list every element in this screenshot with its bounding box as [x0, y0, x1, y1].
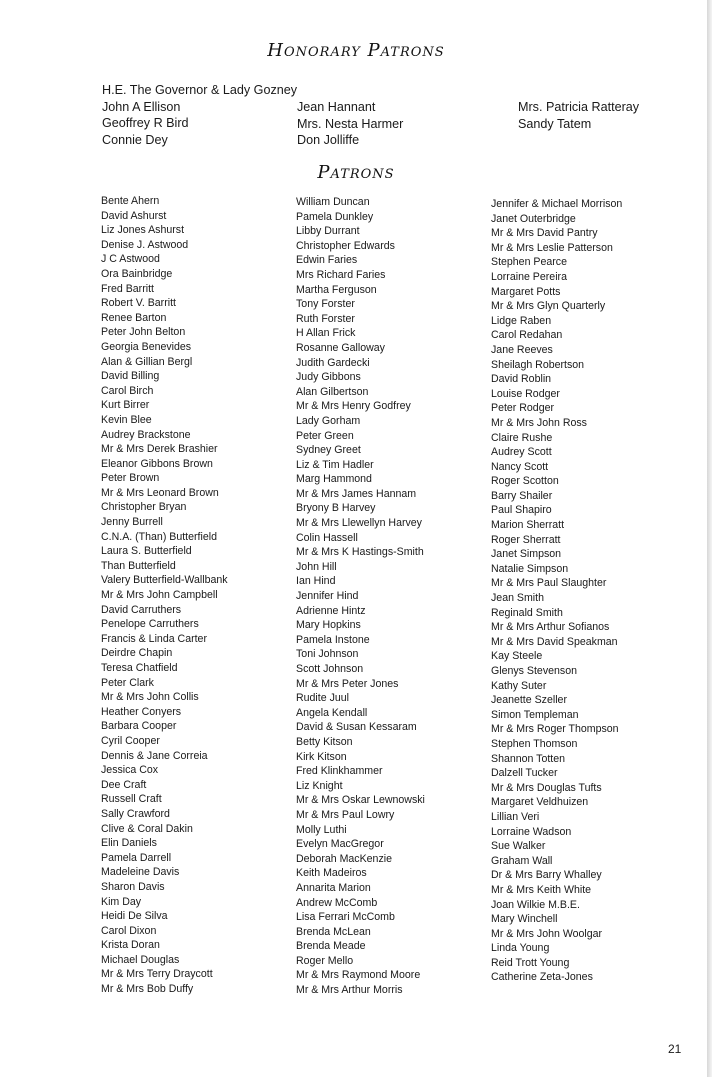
patron-name: Kurt Birrer [101, 399, 150, 412]
patron-name: Clive & Coral Dakin [101, 822, 193, 835]
patron-name: Linda Young [491, 942, 550, 955]
patron-name: Kirk Kitson [296, 750, 347, 763]
patron-name: Bryony B Harvey [296, 502, 376, 515]
patron-name: Roger Scotton [491, 475, 559, 488]
patron-name: Dee Craft [101, 778, 147, 791]
patron-name: Barry Shailer [491, 489, 553, 502]
patron-name: Rudite Juul [296, 692, 349, 705]
patron-name: Kim Day [101, 895, 142, 908]
patron-name: Toni Johnson [296, 648, 359, 661]
patron-name: H Allan Frick [296, 327, 356, 340]
patron-name: Mr & Mrs Henry Godfrey [296, 400, 411, 413]
patron-name: Lady Gorham [296, 414, 361, 427]
patron-name: Sally Crawford [101, 807, 170, 820]
patron-name: Margaret Potts [491, 285, 561, 298]
patron-name: Claire Rushe [491, 431, 553, 444]
patron-name: Liz Knight [296, 779, 343, 792]
patron-name: C.N.A. (Than) Butterfield [101, 530, 217, 543]
patron-name: Valery Butterfield-Wallbank [101, 574, 228, 587]
patron-name: Michael Douglas [101, 953, 180, 966]
patron-name: Mr & Mrs K Hastings-Smith [296, 546, 424, 559]
patron-name: Fred Barritt [101, 282, 154, 295]
patron-name: David Billing [101, 370, 160, 383]
patron-name: Jean Hannant [297, 100, 376, 114]
patron-name: Audrey Brackstone [101, 428, 191, 441]
patron-name: Marg Hammond [296, 473, 372, 486]
patron-name: David Carruthers [101, 603, 182, 616]
patron-name: Peter Rodger [491, 402, 555, 415]
patron-name: Barbara Cooper [101, 720, 177, 733]
patron-name: Krista Doran [101, 939, 160, 952]
patron-name: Lillian Veri [491, 810, 540, 823]
patron-name: Adrienne Hintz [296, 604, 366, 617]
patron-name: Graham Wall [491, 854, 553, 867]
patron-name: Don Jolliffe [297, 133, 360, 147]
patron-name: Pamela Darrell [101, 851, 172, 864]
patron-name: Dr & Mrs Barry Whalley [491, 869, 602, 882]
patron-name: Jessica Cox [101, 764, 159, 777]
patron-name: Sheilagh Robertson [491, 358, 585, 371]
patron-name: Mr & Mrs David Speakman [491, 635, 618, 648]
patron-name: Mr & Mrs David Pantry [491, 227, 598, 240]
patron-name: Brenda McLean [296, 925, 371, 938]
patron-name: Andrew McComb [296, 896, 378, 909]
patron-name: Elin Daniels [101, 837, 157, 850]
patron-name: Stephen Pearce [491, 256, 567, 269]
patron-name: Dalzell Tucker [491, 767, 558, 780]
patron-name: Liz & Tim Hadler [296, 458, 374, 471]
patron-name: Denise J. Astwood [101, 238, 189, 251]
patron-name: Eleanor Gibbons Brown [101, 457, 213, 470]
patron-name: Evelyn MacGregor [296, 838, 384, 851]
honorary-patrons-column-2 [297, 99, 403, 149]
patron-name: Joan Wilkie M.B.E. [491, 898, 580, 911]
patron-name: Mrs. Patricia Ratteray [518, 100, 640, 114]
patron-name: Sharon Davis [101, 880, 165, 893]
patron-name: Colin Hassell [296, 531, 358, 544]
patrons-column-1 [101, 194, 228, 997]
patron-name: Heather Conyers [101, 705, 182, 718]
patron-name: Carol Redahan [491, 329, 563, 342]
patron-name: Lorraine Wadson [491, 825, 572, 838]
patron-name: Kevin Blee [101, 413, 152, 426]
patron-name: Ora Bainbridge [101, 267, 173, 280]
patron-name: H.E. The Governor & Lady Gozney [102, 83, 298, 97]
patron-name: Mr & Mrs Bob Duffy [101, 983, 194, 996]
patron-name: Kay Steele [491, 650, 543, 663]
patron-name: Lisa Ferrari McComb [296, 911, 395, 924]
patron-name: Renee Barton [101, 311, 167, 324]
patron-name: Annarita Marion [296, 881, 371, 894]
patron-name: Jennifer & Michael Morrison [491, 198, 623, 210]
patron-name: Bente Ahern [101, 195, 160, 207]
patron-name: Teresa Chatfield [101, 662, 178, 674]
patron-name: Mr & Mrs Arthur Sofianos [491, 621, 610, 634]
patron-name: Edwin Faries [296, 254, 358, 267]
patron-name: Sue Walker [491, 840, 546, 853]
page-number: 21 [668, 1042, 682, 1056]
patron-name: Mr & Mrs John Campbell [101, 589, 218, 602]
patron-name: Betty Kitson [296, 735, 353, 748]
patron-name: Mr & Mrs Derek Brashier [101, 443, 218, 456]
patron-name: Nancy Scott [491, 460, 549, 473]
patron-name: David Roblin [491, 373, 552, 386]
patron-name: Roger Sherratt [491, 533, 561, 546]
patron-name: Mr & Mrs Oskar Lewnowski [296, 794, 425, 807]
patron-name: Geoffrey R Bird [102, 116, 189, 130]
patron-name: Sandy Tatem [518, 116, 592, 131]
patrons-title: Patrons [317, 162, 395, 183]
patron-name: Mr & Mrs Llewellyn Harvey [296, 517, 422, 530]
patron-name: John A Ellison [102, 99, 181, 114]
patron-name: Mr & Mrs Paul Lowry [296, 808, 395, 821]
patron-name: Mr & Mrs John Woolgar [491, 927, 603, 940]
patron-name: Mr & Mrs Raymond Moore [296, 969, 421, 982]
patron-name: Jenny Burrell [101, 516, 163, 529]
patron-name: Mr & Mrs Roger Thompson [491, 723, 619, 736]
patron-name: Than Butterfield [101, 559, 176, 572]
patron-name: Alan Gilbertson [296, 385, 369, 398]
honorary-patrons-column-1 [102, 82, 297, 148]
patron-name: Reginald Smith [491, 606, 563, 619]
patron-name: Lidge Raben [491, 314, 552, 327]
patron-name: Christopher Edwards [296, 239, 395, 252]
patron-name: Heidi De Silva [101, 910, 168, 923]
patron-name: Catherine Zeta-Jones [491, 971, 593, 984]
patron-name: Louise Rodger [491, 387, 560, 400]
patron-name: Madeleine Davis [101, 866, 180, 879]
patron-name: Deirdre Chapin [101, 647, 173, 660]
patron-name: Peter John Belton [101, 326, 186, 339]
patron-name: Scott Johnson [296, 663, 364, 675]
patron-name: Mr & Mrs Peter Jones [296, 677, 399, 690]
honorary-patrons-column-3 [518, 99, 639, 132]
patron-name: Mr & Mrs Leslie Patterson [491, 241, 613, 254]
patron-name: Mr & Mrs Leonard Brown [101, 486, 219, 499]
patron-name: Francis & Linda Carter [101, 632, 207, 645]
patron-name: Rosanne Galloway [296, 341, 385, 354]
patron-name: Mr & Mrs James Hannam [296, 487, 417, 500]
patron-name: Peter Brown [101, 472, 160, 485]
patron-name: Margaret Veldhuizen [491, 796, 589, 809]
patron-name: Glenys Stevenson [491, 665, 577, 677]
patron-name: Jean Smith [491, 592, 544, 605]
patron-name: Ruth Forster [296, 312, 355, 325]
patron-name: Judith Gardecki [296, 356, 370, 369]
patron-name: Jennifer Hind [296, 590, 359, 603]
patron-name: Pamela Dunkley [296, 210, 374, 223]
honorary-patrons-title: Honorary Patrons [267, 40, 445, 61]
patron-name: Carol Dixon [101, 924, 157, 937]
patron-name: Shannon Totten [491, 752, 566, 765]
patron-name: Jane Reeves [491, 343, 553, 356]
patrons-column-2 [296, 195, 425, 998]
patron-name: Deborah MacKenzie [296, 852, 392, 865]
patron-name: Mr & Mrs Terry Draycott [101, 968, 213, 981]
patron-name: Stephen Thomson [491, 737, 578, 750]
patron-name: Connie Dey [102, 132, 168, 147]
patron-name: John Hill [296, 560, 337, 573]
patron-name: Mrs Richard Faries [296, 268, 386, 281]
patron-name: Keith Madeiros [296, 867, 367, 880]
patron-name: Brenda Meade [296, 940, 366, 953]
patron-name: Pamela Instone [296, 633, 370, 646]
patron-name: Mr & Mrs John Ross [491, 416, 587, 429]
patron-name: Molly Luthi [296, 823, 347, 836]
patron-name: Natalie Simpson [491, 562, 569, 575]
patron-name: Judy Gibbons [296, 371, 361, 384]
patron-name: Dennis & Jane Correia [101, 749, 208, 762]
patron-name: Mr & Mrs Paul Slaughter [491, 577, 607, 590]
patron-name: Alan & Gillian Bergl [101, 355, 193, 368]
patron-name: Carol Birch [101, 384, 154, 397]
patron-name: Simon Templeman [491, 708, 579, 721]
patron-name: Janet Simpson [491, 548, 562, 561]
patron-name: Janet Outerbridge [491, 212, 576, 225]
patron-name: Reid Trott Young [491, 956, 570, 969]
patron-name: Libby Durrant [296, 225, 360, 238]
patron-name: Sydney Greet [296, 444, 361, 457]
patron-name: Fred Klinkhammer [296, 765, 383, 778]
patron-name: Mr & Mrs John Collis [101, 691, 199, 704]
patron-name: David Ashurst [101, 209, 167, 222]
patron-name: Mr & Mrs Douglas Tufts [491, 781, 602, 794]
patron-name: Liz Jones Ashurst [101, 224, 185, 237]
patron-name: Mrs. Nesta Harmer [297, 116, 404, 131]
patron-name: Georgia Benevides [101, 340, 192, 353]
patron-name: Robert V. Barritt [101, 297, 176, 310]
patron-name: Audrey Scott [491, 446, 552, 459]
patron-name: J C Astwood [101, 253, 160, 266]
patron-name: Penelope Carruthers [101, 618, 199, 631]
patron-name: Roger Mello [296, 954, 354, 967]
patron-name: Mary Winchell [491, 913, 558, 926]
patron-name: Kathy Suter [491, 679, 547, 692]
patron-name: Ian Hind [296, 575, 336, 588]
patron-name: Mary Hopkins [296, 619, 361, 632]
patron-name: Mr & Mrs Glyn Quarterly [491, 300, 606, 313]
patron-name: Martha Ferguson [296, 283, 377, 296]
patron-name: Mr & Mrs Arthur Morris [296, 984, 403, 997]
patron-name: Laura S. Butterfield [101, 545, 192, 558]
patron-name: Peter Clark [101, 676, 154, 689]
patron-name: Paul Shapiro [491, 504, 552, 517]
patron-name: Jeanette Szeller [491, 694, 567, 707]
patron-name: Christopher Bryan [101, 501, 187, 514]
patron-name: David & Susan Kessaram [296, 721, 417, 734]
patron-name: Lorraine Pereira [491, 270, 567, 283]
patron-name: Russell Craft [101, 793, 162, 806]
patron-name: Tony Forster [296, 298, 355, 311]
patron-name: William Duncan [296, 196, 370, 208]
patron-name: Cyril Cooper [101, 734, 160, 747]
patron-name: Peter Green [296, 429, 354, 442]
patron-name: Angela Kendall [296, 706, 368, 719]
patrons-column-3 [491, 197, 622, 985]
patron-name: Marion Sherratt [491, 519, 565, 532]
patron-name: Mr & Mrs Keith White [491, 883, 592, 896]
